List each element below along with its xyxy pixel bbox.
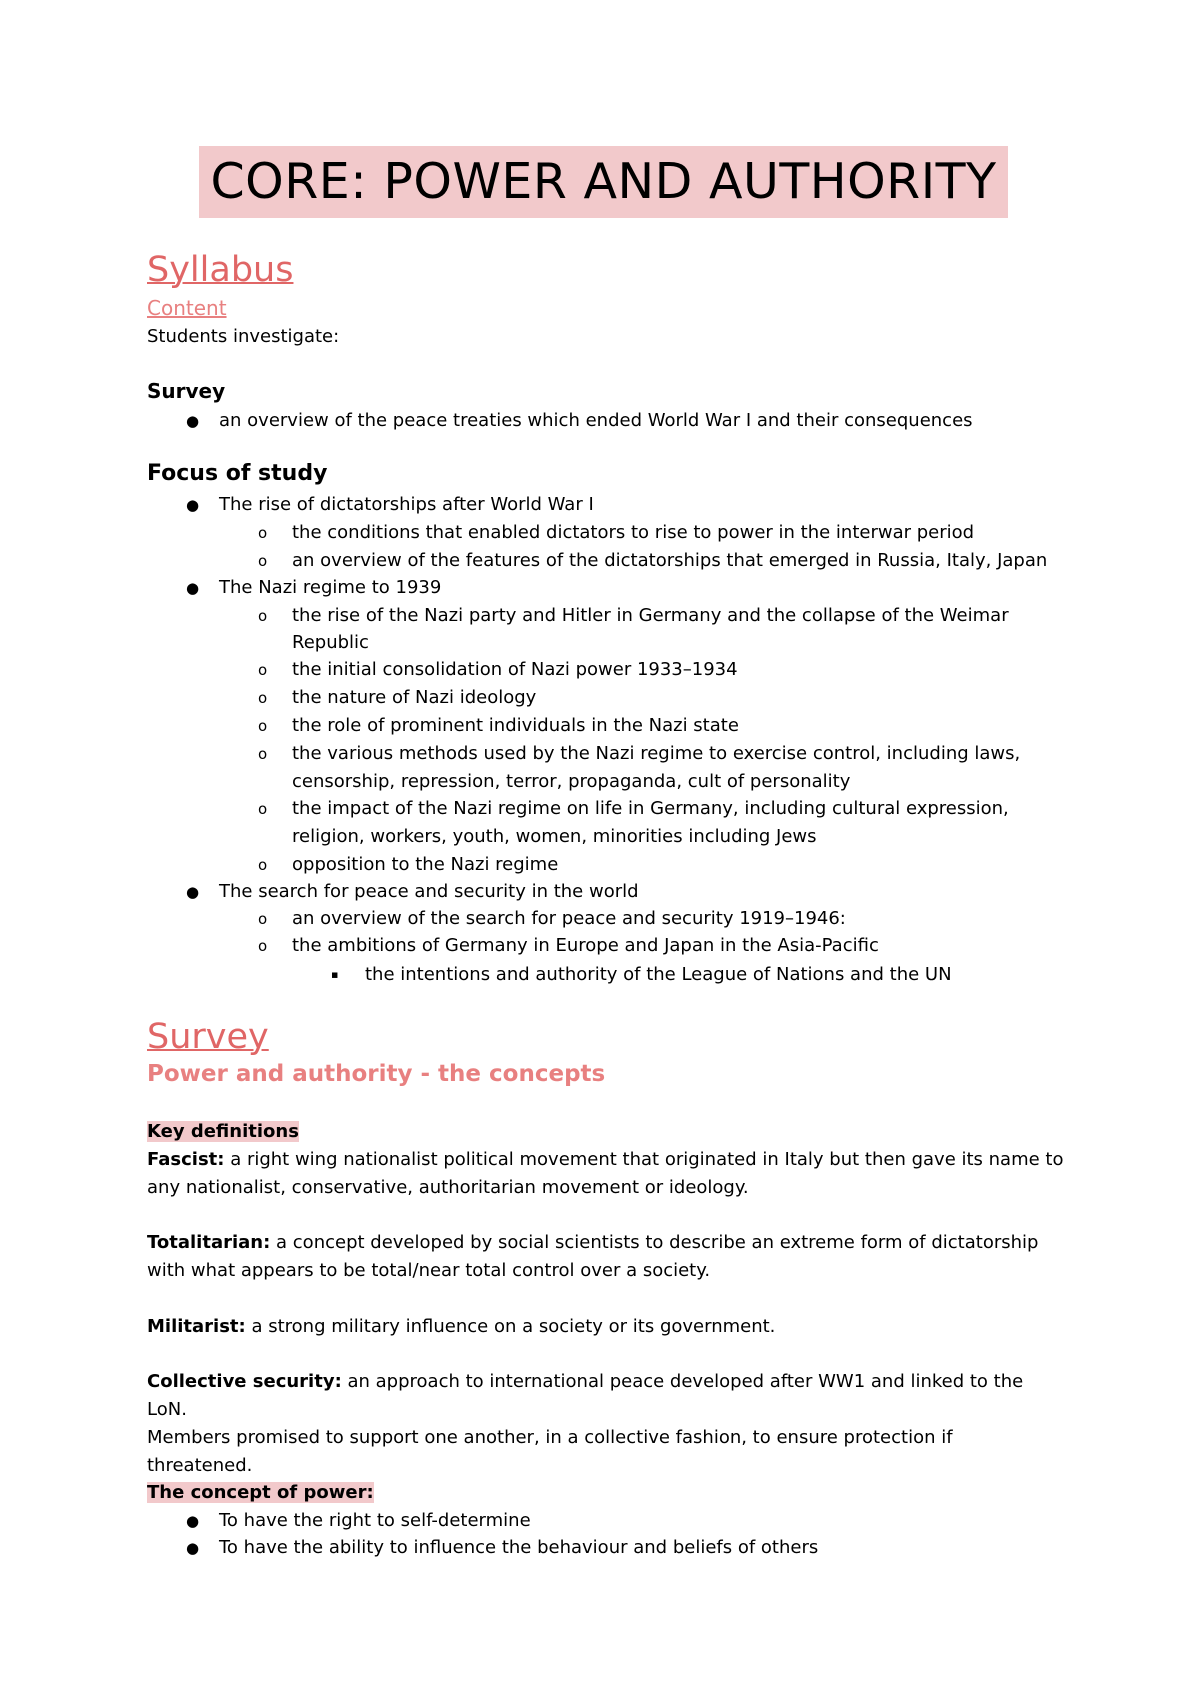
survey-heading: Survey xyxy=(147,1017,269,1057)
list-item: the ambitions of Germany in Europe and Japan in the Asia-Pacific xyxy=(292,935,879,956)
list-item: To have the right to self-determine xyxy=(219,1510,531,1531)
list-item: the impact of the Nazi regime on life in Germany, including cultural expression, xyxy=(292,798,1009,819)
definition-term: Militarist: xyxy=(147,1316,246,1337)
bullet-marker: ● xyxy=(186,496,200,514)
list-item: an overview of the features of the dictatorships that emerged in Russia, Italy, Japan xyxy=(292,550,1048,571)
survey-item: an overview of the peace treaties which ended World War I and their consequences xyxy=(219,410,973,431)
syllabus-heading: Syllabus xyxy=(147,250,294,290)
bullet-marker: ● xyxy=(186,1512,200,1530)
bullet-marker: ● xyxy=(186,579,200,597)
definition-text: any nationalist, conservative, authoritarian movement or ideology. xyxy=(147,1177,749,1198)
circle-marker: o xyxy=(258,607,268,625)
list-item: To have the ability to influence the behaviour and beliefs of others xyxy=(219,1537,819,1558)
concept-of-power-heading xyxy=(147,1479,374,1507)
circle-marker: o xyxy=(258,661,268,679)
concepts-subheading: Power and authority - the concepts xyxy=(147,1061,606,1087)
definition-term: Fascist: xyxy=(147,1149,225,1170)
intro-text: Students investigate: xyxy=(147,326,340,347)
bullet-marker: ● xyxy=(186,1539,200,1557)
definition-text: Members promised to support one another, in a collective fashion, to ensure protection if xyxy=(147,1427,953,1448)
list-item: The search for peace and security in the world xyxy=(219,881,639,902)
circle-marker: o xyxy=(258,745,268,763)
circle-marker: o xyxy=(258,524,268,542)
circle-marker: o xyxy=(258,856,268,874)
definition-text: with what appears to be total/near total control over a society. xyxy=(147,1260,711,1281)
list-item: an overview of the search for peace and security 1919–1946: xyxy=(292,908,846,929)
definition-text: a right wing nationalist political movement that originated in Italy but then gave its name to xyxy=(224,1149,1064,1170)
definition-totalitarian xyxy=(147,1229,1067,1285)
circle-marker: o xyxy=(258,689,268,707)
definition-term: Collective security: xyxy=(147,1371,342,1392)
list-item: The rise of dictatorships after World War I xyxy=(219,494,594,515)
definition-fascist xyxy=(147,1146,1067,1202)
circle-marker: o xyxy=(258,910,268,928)
list-item: the initial consolidation of Nazi power 1933–1934 xyxy=(292,659,738,680)
definition-text: threatened. xyxy=(147,1455,253,1476)
bullet-marker: ● xyxy=(186,883,200,901)
definition-militarist xyxy=(147,1313,1067,1341)
concept-of-power-label: The concept of power: xyxy=(147,1482,374,1503)
circle-marker: o xyxy=(258,552,268,570)
focus-heading: Focus of study xyxy=(147,461,328,486)
list-item: the various methods used by the Nazi regime to exercise control, including laws, xyxy=(292,743,1021,764)
definition-text: an approach to international peace developed after WW1 and linked to the LoN. xyxy=(147,1371,1024,1420)
circle-marker: o xyxy=(258,717,268,735)
list-item: the nature of Nazi ideology xyxy=(292,687,537,708)
key-definitions-heading xyxy=(147,1118,299,1146)
definition-text: a strong military influence on a society or its government. xyxy=(245,1316,776,1337)
list-item: The Nazi regime to 1939 xyxy=(219,577,442,598)
list-item: the intentions and authority of the League of Nations and the UN xyxy=(365,964,952,985)
circle-marker: o xyxy=(258,937,268,955)
definition-term: Totalitarian: xyxy=(147,1232,271,1253)
circle-marker: o xyxy=(258,800,268,818)
list-item-continued: censorship, repression, terror, propaganda, cult of personality xyxy=(292,771,851,792)
list-item: the conditions that enabled dictators to rise to power in the interwar period xyxy=(292,522,975,543)
definition-text: a concept developed by social scientists to describe an extreme form of dictatorship xyxy=(270,1232,1039,1253)
list-item: the role of prominent individuals in the Nazi state xyxy=(292,715,739,736)
survey-subheading: Survey xyxy=(147,379,226,403)
definition-collective-security xyxy=(147,1368,1067,1480)
page-title: CORE: POWER AND AUTHORITY xyxy=(199,146,1008,218)
key-definitions-label: Key definitions xyxy=(147,1121,299,1142)
bullet-marker: ● xyxy=(186,412,200,430)
content-subheading: Content xyxy=(147,296,227,320)
list-item-continued: Republic xyxy=(292,632,369,653)
list-item: opposition to the Nazi regime xyxy=(292,854,559,875)
square-marker: ▪ xyxy=(331,968,339,981)
list-item: the rise of the Nazi party and Hitler in Germany and the collapse of the Weimar xyxy=(292,605,1009,626)
list-item-continued: religion, workers, youth, women, minorities including Jews xyxy=(292,826,817,847)
